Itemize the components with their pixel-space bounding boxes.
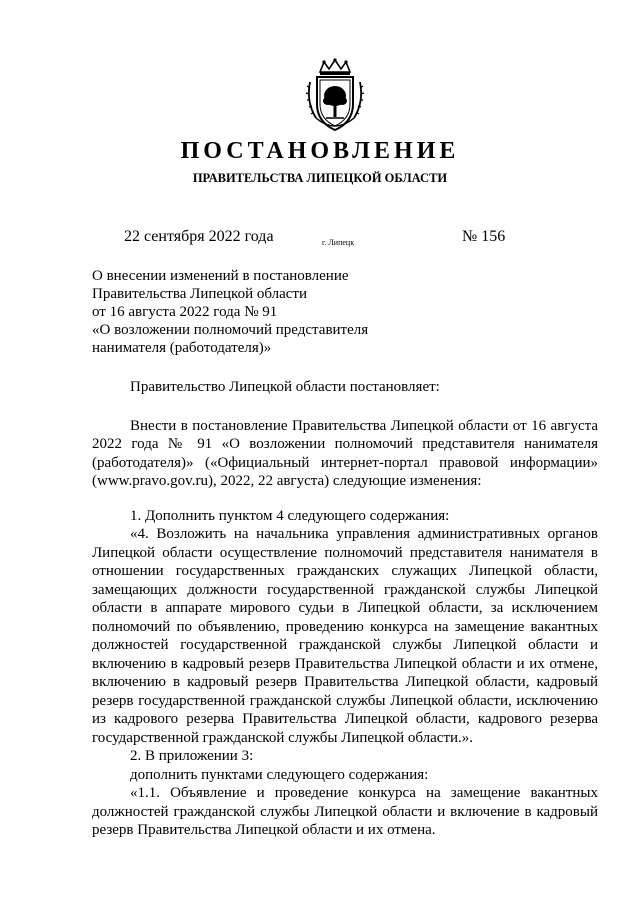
document-title: ПОСТАНОВЛЕНИЕ	[180, 138, 460, 164]
coat-of-arms-emblem	[304, 58, 366, 134]
resolves-paragraph: Правительство Липецкой области постановляет:	[130, 379, 440, 395]
heading-line: нанимателя (работодателя)»	[92, 340, 272, 356]
heading-line: от 16 августа 2022 года № 91	[92, 304, 278, 320]
document-heading	[92, 267, 412, 357]
intro-paragraph: Внести в постановление Правительства Липецкой области от 16 августа 2022 года № 91 «О возложении полномочий представителя нанимателя (работодателя)» («Официальный интернет-портал правовой информации» (www.pravo.gov.ru), 2022, 22 августа) следующие изменения:	[92, 417, 598, 489]
item-2-heading: 2. В приложении 3:	[130, 748, 254, 764]
document-body	[92, 378, 598, 840]
item-1-heading: 1. Дополнить пунктом 4 следующего содержания:	[130, 507, 450, 524]
document-date: 22 сентября 2022 года	[124, 228, 274, 245]
heading-line: Правительства Липецкой области	[92, 286, 308, 302]
item-1-text: «4. Возложить на начальника управления административных органов Липецкой области осуществление полномочий представителя нанимателя в отношении государственных гражданских служащих Липецкой области, замещающих должности государственной гражданской службы Липецкой области в аппарате мирового судьи в Липецкой области, за исключением полномочий по объявлению, проведению конкурса на замещение вакантных должностей государственной гражданской службы Липецкой области и включению в кадровый резерв Правительства Липецкой области и их отмене, включению в кадровый резерв Правительства Липецкой области, кадровый резерв государственной гражданской службы Липецкой области, исключению из кадрового резерва Правительства Липецкой области, кадрового резерва государственной гражданской службы Липецкой области.».	[92, 526, 598, 746]
item-2-text: «1.1. Объявление и проведение конкурса на замещение вакантных должностей гражданской службы Липецкой области и включение в кадровый резерв Правительства Липецкой области и их отмена.	[92, 785, 598, 838]
document-city: г. Липецк	[322, 238, 355, 247]
document-number: № 156	[462, 228, 506, 245]
item-2-subheading: дополнить пунктами следующего содержания:	[130, 766, 429, 783]
heading-line: О внесении изменений в постановление	[92, 268, 349, 284]
document-subtitle: ПРАВИТЕЛЬСТВА ЛИПЕЦКОЙ ОБЛАСТИ	[192, 171, 448, 185]
heading-line: «О возложении полномочий представителя	[92, 322, 369, 338]
